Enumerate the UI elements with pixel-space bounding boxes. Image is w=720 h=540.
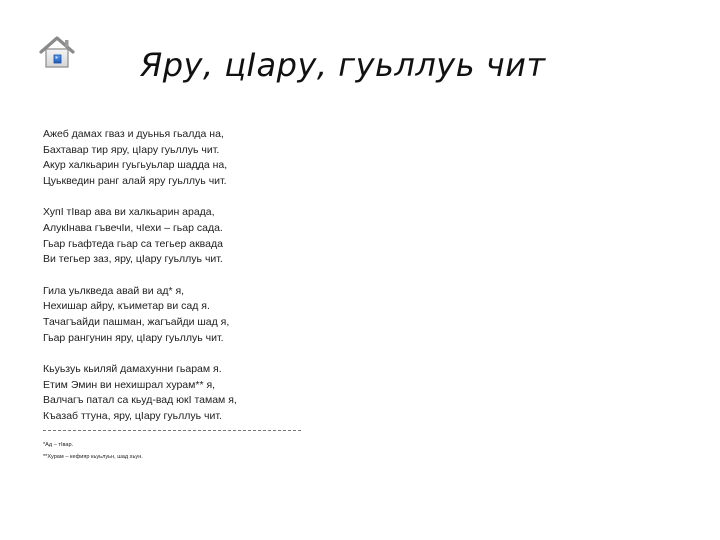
footnote: **Хурам – кефияр кьуьлуьн, шад хьун. bbox=[43, 454, 143, 460]
poem bbox=[43, 127, 443, 441]
poem-line: Бахтавар тир яру, цӀару гуьллуь чит. bbox=[43, 143, 220, 156]
footnote: *Ад – тӀвар. bbox=[43, 442, 74, 448]
poem-line: Къазаб ттуна, яру, цӀару гуьллуь чит. bbox=[43, 409, 222, 422]
home-icon bbox=[38, 34, 76, 70]
footnote-divider bbox=[43, 430, 301, 431]
stanza bbox=[43, 127, 443, 189]
poem-line: Гьар гьафтеда гьар са тегьер аквада bbox=[43, 237, 223, 250]
stanza bbox=[43, 362, 443, 424]
poem-line: Ажеб дамах гваз и дуьнья гьалда на, bbox=[43, 128, 224, 140]
poem-line: Гьар рангунин яру, цӀару гуьллуь чит. bbox=[43, 331, 224, 344]
poem-line: Нехишар айру, къиметар ви сад я. bbox=[43, 300, 210, 313]
poem-line: Кьуьзуь кьиляй дамахунни гьарам я. bbox=[43, 363, 222, 376]
poem-line: Гила уьлкведа авай ви ад* я, bbox=[43, 284, 185, 297]
poem-line: Цуькведин ранг алай яру гуьллуь чит. bbox=[43, 174, 227, 187]
poem-line: Ви тегьер заз, яру, цӀару гуьллуь чит. bbox=[43, 253, 223, 266]
poem-line: Етим Эмин ви нехишрал хурам** я, bbox=[43, 378, 216, 391]
footnotes bbox=[43, 439, 143, 463]
poem-line: Валчагъ патал са кьуд-вад юкӀ тамам я, bbox=[43, 394, 237, 407]
poem-line: АлукӀнава гъвечӀи, чӀехи – гьар сада. bbox=[43, 221, 223, 234]
stanza bbox=[43, 205, 443, 267]
poem-line: ХупӀ тӀвар ава ви халкьарин арада, bbox=[43, 206, 215, 219]
poem-line: Тачагъайди пашман, жагъайди шад я, bbox=[43, 315, 230, 328]
poem-line: Акур халкьарин гуьгьуьлар шадда на, bbox=[43, 159, 228, 172]
page-title: Яру, цӀару, гуьллуь чит bbox=[140, 46, 546, 84]
stanza bbox=[43, 284, 443, 346]
home-button[interactable] bbox=[38, 34, 76, 70]
